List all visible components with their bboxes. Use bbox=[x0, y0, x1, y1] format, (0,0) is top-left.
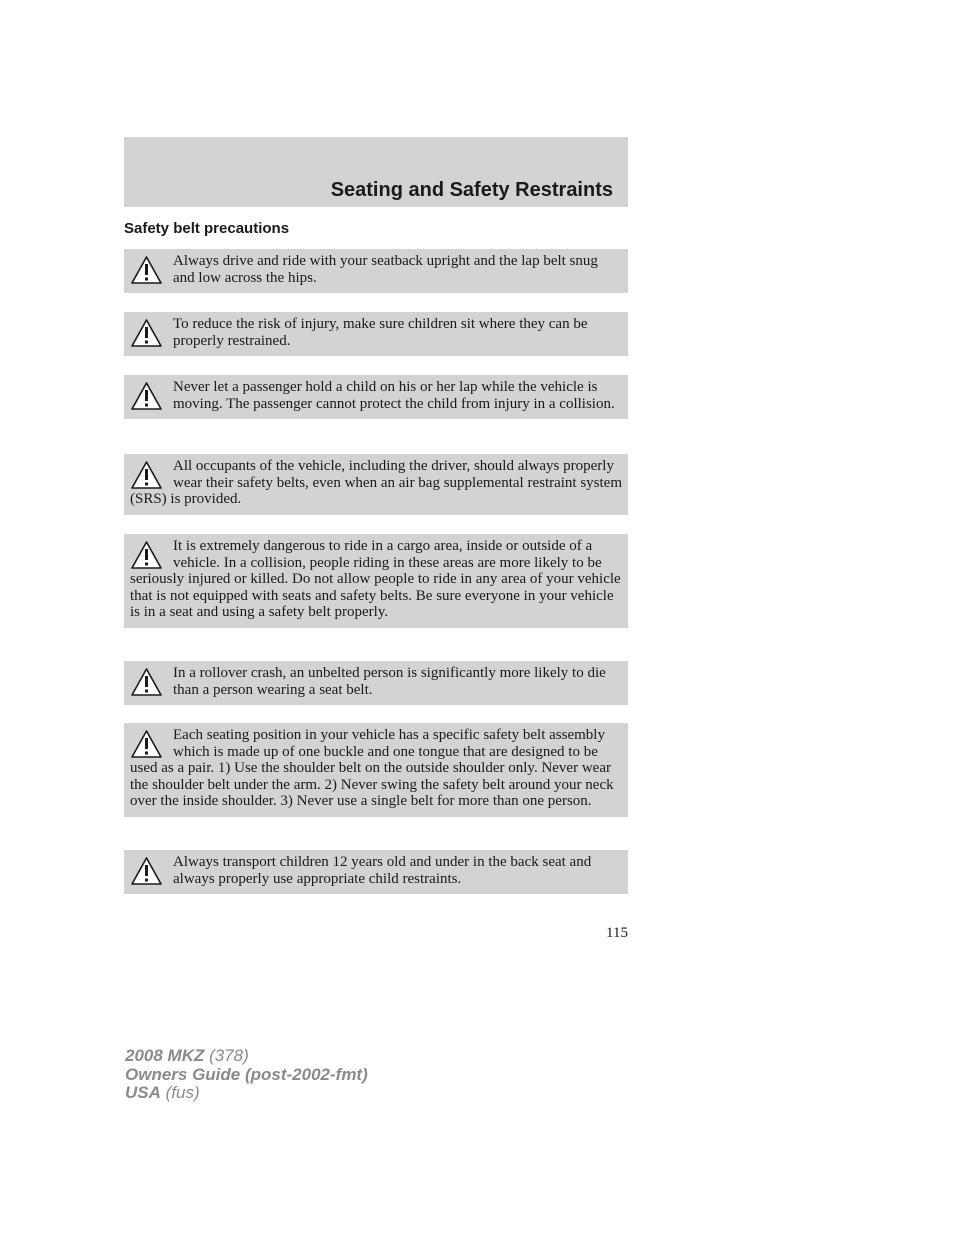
footer-guide: Owners Guide (post-2002-fmt) bbox=[125, 1064, 368, 1084]
footer-market-code: (fus) bbox=[165, 1083, 200, 1102]
footer-line-guide bbox=[125, 1066, 368, 1085]
page-number: 115 bbox=[606, 925, 628, 941]
warning-triangle-icon bbox=[130, 856, 163, 886]
section-title: Safety belt precautions bbox=[124, 220, 290, 237]
warning-triangle-icon bbox=[130, 540, 163, 570]
warning-box bbox=[124, 375, 628, 419]
warning-box bbox=[124, 723, 628, 817]
warning-text: Each seating position in your vehicle has a specific safety belt assembly which is made up of one buckle and one tongue that are designed to be used as a pair. 1) Use the shoulder belt on the outside shoulder only. Never wear the shoulder belt under the arm. 2) Never swing the safety belt around your neck over the inside shoulder. 3) Never use a single belt for more than one person. bbox=[130, 727, 614, 809]
warning-text: To reduce the risk of injury, make sure children sit where they can be properly restrained. bbox=[173, 316, 588, 349]
footer-market: USA bbox=[125, 1083, 161, 1102]
header-band bbox=[124, 137, 628, 207]
warning-text: In a rollover crash, an unbelted person is significantly more likely to die than a person wearing a seat belt. bbox=[173, 665, 606, 698]
chapter-title: Seating and Safety Restraints bbox=[330, 179, 613, 201]
warning-triangle-icon bbox=[130, 255, 163, 285]
warning-triangle-icon bbox=[130, 667, 163, 697]
warning-box bbox=[124, 850, 628, 894]
warning-box bbox=[124, 249, 628, 293]
warning-text: It is extremely dangerous to ride in a cargo area, inside or outside of a vehicle. In a collision, people riding in these areas are more likely to be seriously injured or killed. Do not allow people to ride in any area of your vehicle that is not equipped with seats and safety belts. Be sure everyone in your vehicle is in a seat and using a safety belt properly. bbox=[130, 538, 621, 620]
footer-line-market bbox=[125, 1084, 368, 1103]
footer-model-code: (378) bbox=[209, 1046, 249, 1065]
footer-model: 2008 MKZ bbox=[125, 1046, 205, 1065]
warning-triangle-icon bbox=[130, 460, 163, 490]
warning-text: Never let a passenger hold a child on his or her lap while the vehicle is moving. The passenger cannot protect the child from injury in a collision. bbox=[173, 379, 615, 412]
warning-triangle-icon bbox=[130, 729, 163, 759]
warning-text: Always transport children 12 years old and under in the back seat and always properly use appropriate child restraints. bbox=[173, 854, 592, 887]
warning-box bbox=[124, 312, 628, 356]
warning-triangle-icon bbox=[130, 381, 163, 411]
warning-text: Always drive and ride with your seatback upright and the lap belt snug and low across the hips. bbox=[173, 253, 598, 286]
footer-edition-info bbox=[125, 1047, 368, 1103]
warning-box bbox=[124, 661, 628, 705]
footer-line-model bbox=[125, 1047, 368, 1066]
warning-box bbox=[124, 454, 628, 515]
warning-text: All occupants of the vehicle, including the driver, should always properly wear their safety belts, even when an air bag supplemental restraint system (SRS) is provided. bbox=[130, 458, 623, 507]
warning-box bbox=[124, 534, 628, 628]
warning-triangle-icon bbox=[130, 318, 163, 348]
